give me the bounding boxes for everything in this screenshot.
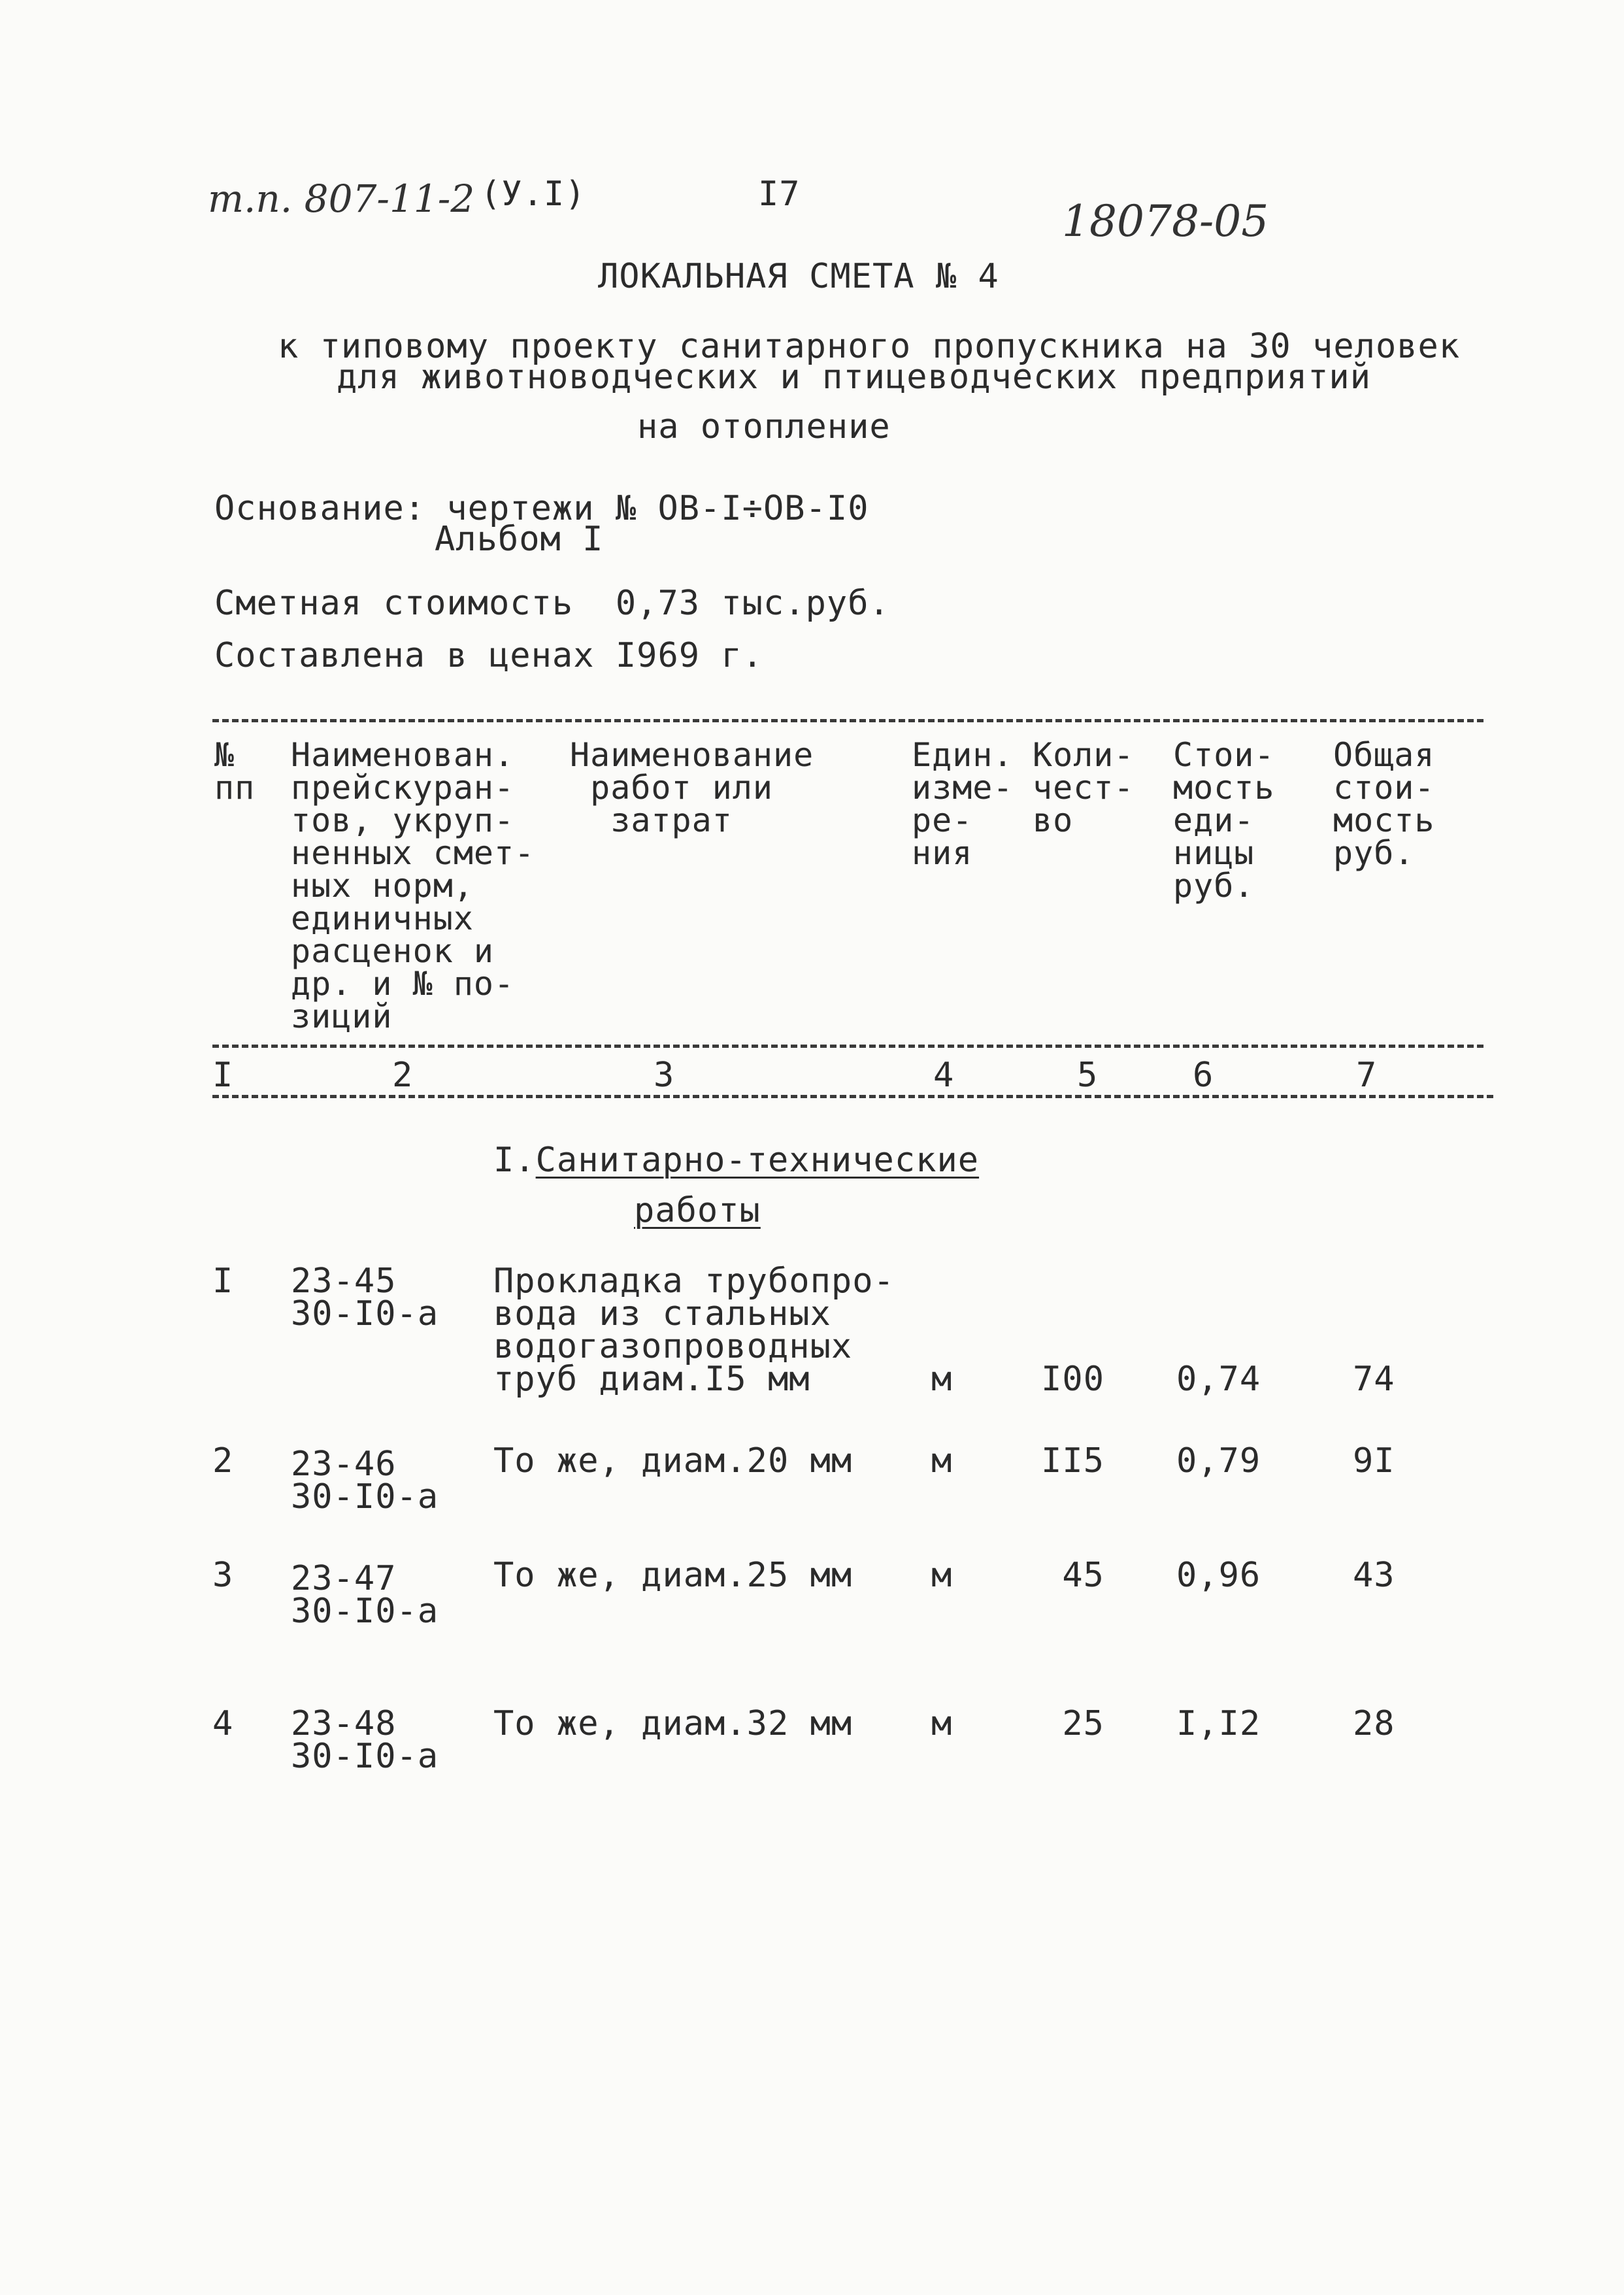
- col-number-5: 5: [1077, 1056, 1099, 1095]
- row-4-code: 23-48 30-I0-а: [291, 1704, 439, 1776]
- header-bottom-rule: [212, 1045, 1483, 1048]
- row-3-quantity: 45: [1062, 1556, 1104, 1595]
- row-3-total: 43: [1353, 1556, 1395, 1595]
- row-4-quantity: 25: [1062, 1704, 1104, 1743]
- basis-line-2: Альбом I: [435, 520, 604, 559]
- row-3-number: 3: [212, 1556, 234, 1595]
- document-number: 18078-05: [1062, 196, 1269, 246]
- col-number-6: 6: [1193, 1056, 1214, 1095]
- row-4-unit: м: [931, 1704, 953, 1743]
- column-numbers-rule: [212, 1095, 1493, 1098]
- col-header-number: № пп: [214, 736, 256, 807]
- row-3-name: То же, диам.25 мм: [493, 1556, 853, 1595]
- row-1-unit-cost: 0,74: [1176, 1360, 1261, 1399]
- row-2-code: 23-46 30-I0-а: [291, 1445, 439, 1516]
- col-header-work-name: Наименование работ или затрат: [570, 736, 814, 839]
- row-1-total: 74: [1353, 1360, 1395, 1399]
- col-number-3: 3: [654, 1056, 675, 1095]
- page-number: I7: [758, 175, 801, 214]
- row-1-unit: м: [931, 1360, 953, 1399]
- row-3-code: 23-47 30-I0-а: [291, 1559, 439, 1631]
- section-title-line-2: работы: [634, 1191, 761, 1230]
- row-1-number: I: [212, 1262, 234, 1301]
- basis-line-1: Основание: чертежи № ОВ-I÷ОВ-I0: [214, 489, 869, 528]
- col-number-1: I: [212, 1056, 234, 1095]
- row-2-number: 2: [212, 1441, 234, 1481]
- col-header-total-cost: Общая стои- мость руб.: [1333, 736, 1435, 872]
- row-4-total: 28: [1353, 1704, 1395, 1743]
- col-header-quantity: Коли- чест- во: [1033, 736, 1135, 839]
- row-2-unit-cost: 0,79: [1176, 1441, 1261, 1481]
- col-header-unit-cost: Стои- мость еди- ницы руб.: [1173, 736, 1275, 905]
- subtitle-line-3: на отопление: [637, 407, 891, 446]
- volume-label: (У.I): [480, 175, 586, 214]
- col-number-2: 2: [392, 1056, 414, 1095]
- row-1-quantity: I00: [1041, 1360, 1104, 1399]
- col-number-4: 4: [933, 1056, 955, 1095]
- subtitle-line-1: к типовому проекту санитарного пропускника на 30 человек: [278, 327, 1461, 366]
- row-2-name: То же, диам.20 мм: [493, 1441, 853, 1481]
- row-3-unit-cost: 0,96: [1176, 1556, 1261, 1595]
- row-4-unit-cost: I,I2: [1176, 1704, 1261, 1743]
- col-number-7: 7: [1356, 1056, 1378, 1095]
- row-1-code: 23-45 30-I0-а: [291, 1262, 439, 1333]
- row-2-quantity: II5: [1041, 1441, 1104, 1481]
- section-title-text: Санитарно-технические: [535, 1141, 980, 1180]
- row-4-name: То же, диам.32 мм: [493, 1704, 853, 1743]
- subtitle-line-2: для животноводческих и птицеводческих предприятий: [337, 358, 1372, 397]
- row-4-number: 4: [212, 1704, 234, 1743]
- col-header-unit: Един. изме- ре- ния: [912, 736, 1014, 872]
- col-header-pricelist: Наименован. прейскуран- тов, укруп- ненных смет- ных норм, единичных расценок и др. и № по- зиций: [291, 736, 535, 1035]
- table-top-rule: [212, 719, 1483, 722]
- row-2-total: 9I: [1353, 1441, 1395, 1481]
- row-3-unit: м: [931, 1556, 953, 1595]
- row-2-unit: м: [931, 1441, 953, 1481]
- section-title-line-1: I.Санитарно-технические: [493, 1141, 980, 1180]
- estimate-title: ЛОКАЛЬНАЯ СМЕТА № 4: [598, 257, 999, 296]
- project-stamp: т.п. 807-11-2: [208, 176, 475, 221]
- row-1-name: Прокладка трубопро- вода из стальных водогазопроводных труб диам.I5 мм: [493, 1262, 895, 1399]
- price-basis: Составлена в ценах I969 г.: [214, 636, 763, 675]
- estimated-cost: Сметная стоимость 0,73 тыс.руб.: [214, 584, 890, 623]
